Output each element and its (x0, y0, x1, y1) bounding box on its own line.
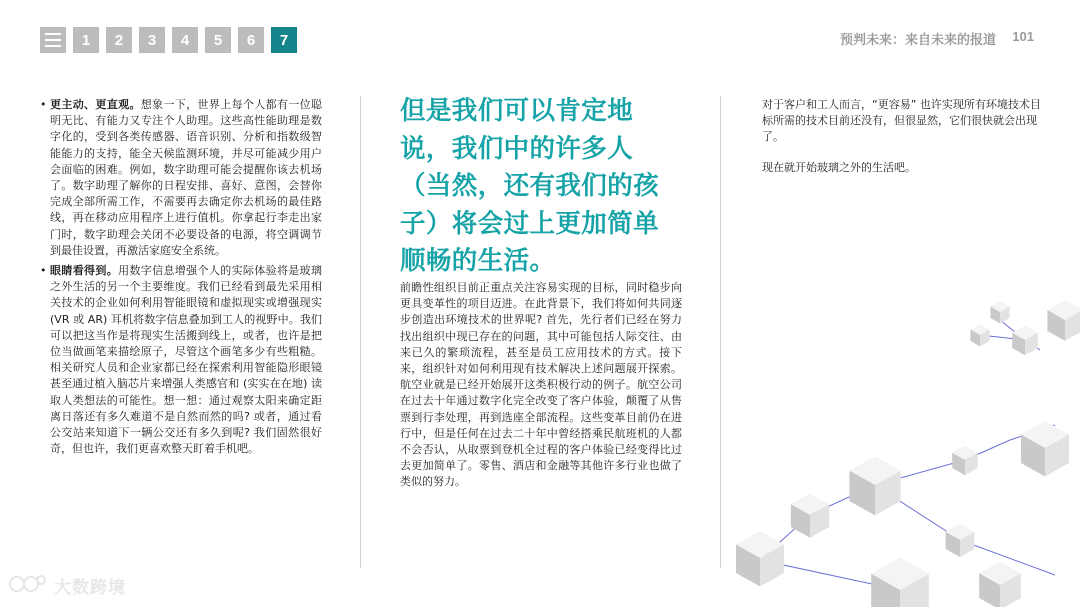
watermark-logo-icon (8, 572, 48, 598)
bullet-text: 想象一下，世界上每个人都有一位聪明无比、有能力又专注个人助理。这些高性能助理是数字化的，受到各类传感器、语音识别、分析和指数级智能能力的支持，能全天候监测环境，并尽可能减少用户会面临的困难。例如，数字助理可能会提醒你该去机场了。数字助理了解你的日程安排、喜好、意图，会替你完成全部所需工作，不需要再去确定你去机场的最佳路线，再在移动应用程序上进行值机。你拿起行李走出家门时，数字助理会关闭不必要设备的电源，将空调调节到最佳设置，再激活家庭安全系统。 (50, 98, 323, 257)
page-7-button[interactable]: 7 (271, 27, 297, 53)
right-paragraph-2: 现在就开始玻璃之外的生活吧。 (762, 160, 916, 174)
cube-network-illustration (700, 290, 1080, 607)
menu-button[interactable] (40, 27, 66, 53)
page-3-button[interactable]: 3 (139, 27, 165, 53)
page-nav (40, 27, 297, 53)
bullet-lead: 眼睛看得到。 (50, 264, 119, 278)
right-paragraph-1: 对于客户和工人而言，“更容易” 也许实现所有环境技术目标所需的技术目前还没有，但很显然，它们很快就会出现了。 (762, 98, 1041, 144)
right-column (762, 97, 1044, 190)
bullet-item (40, 263, 322, 457)
page-number: 101 (1012, 29, 1034, 44)
page-6-button[interactable]: 6 (238, 27, 264, 53)
page-1-button[interactable]: 1 (73, 27, 99, 53)
menu-icon (45, 33, 61, 47)
cube-group (849, 456, 900, 515)
watermark (8, 572, 126, 598)
bullet-lead: 更主动、更直观。 (50, 98, 141, 111)
column-divider-left (360, 96, 361, 568)
middle-body-text: 前瞻性组织目前正重点关注容易实现的目标，同时稳步向更具变革性的项目迈进。在此背景下，我们将如何共同逐步创造出环境技术的世界呢? 首先，先行者们已经在努力找出组织中现已存在的问题，其中可能包括人际交往、由来已久的繁琐流程，甚至是员工应用技术的方式。接下来，组织针对如何利用现有技术解决上述问题展开探索。航空业就是已经开始展开这类积极行动的例子。航空公司在过去十年通过数字化完全改变了客户体验，颠覆了从售票到行李处理，再到选座全部流程。这些变革目前仍在进行中，但是任何在过去二十年中曾经搭乘民航班机的人都不会否认，从取票到登机全过程的客户体验已经变得比过去更加简单了。零售、酒店和金融等其他许多行业也做了类似的努力。 (400, 281, 682, 489)
bullet-text: 用数字信息增强个人的实际体验将是玻璃之外生活的另一个主要维度。我们已经看到最先采用相关技术的企业如何利用智能眼镜和虚拟现实或增强现实 (VR 或 AR) 耳机将数字信息叠加到工人的视野中。我们可以把这当作是将现实生活搬到线上，或者，也许是把位当做画笔来描绘原子，尽管这个画笔多少有些粗糙。相关研究人员和企业家都已经在探索利用智能隐形眼镜甚至通过植入脑芯片来增强人类感官和 (实实在在地) 读取人类想法的可能性。想一想：通过观察太阳来确定距离日落还有多久难道不是自然而然的吗? 或者，通过看公交站来知道下一辆公交还有多久到呢? 我们固然很好奇，但也许，我们更喜欢整天盯着手机吧。 (50, 264, 323, 456)
page-4-button[interactable]: 4 (172, 27, 198, 53)
page-5-button[interactable]: 5 (205, 27, 231, 53)
report-title: 预判未来：来自未来的报道 (839, 33, 996, 48)
page-2-button[interactable]: 2 (106, 27, 132, 53)
watermark-text: 大数跨境 (54, 577, 126, 598)
left-column (40, 97, 322, 461)
bullet-item (40, 97, 322, 259)
pull-quote: 但是我们可以肯定地说，我们中的许多人（当然，还有我们的孩子）将会过上更加简单顺畅的生活。 (400, 96, 660, 276)
